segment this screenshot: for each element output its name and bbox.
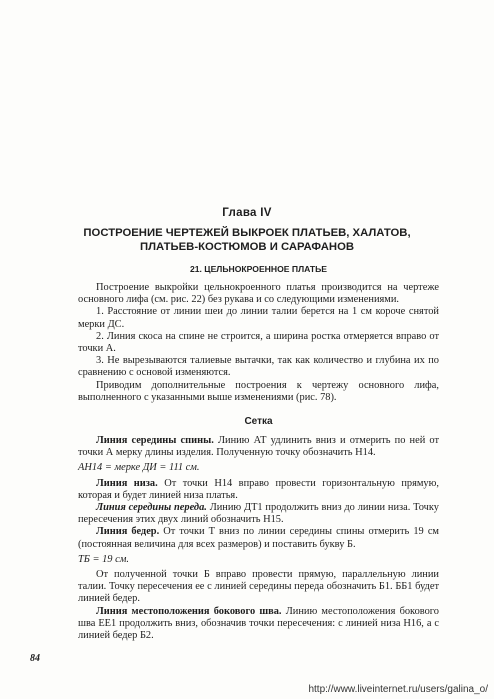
paragraph-text: Линию ДТ1 продолжить вниз до линии низа. Точку пересечения этих двух линий обозначить Н15. <box>78 502 439 526</box>
list-item: 1. Расстояние от линии шеи до линии талии берется на 1 см короче снятой мерки ДС. <box>78 306 439 330</box>
formula: АН14 = мерке ДИ = 111 см. <box>78 462 200 474</box>
paragraph-text: Линию местоположения бокового шва ЕЕ1 продолжить вниз, обозначив точки пересечения: с линией низа Н16, а с линией бедер Б2. <box>78 605 439 642</box>
paragraph-side <box>78 606 439 643</box>
chapter-title <box>80 226 414 254</box>
paragraph-hip <box>78 526 439 550</box>
paragraph-text: От точки Н14 вправо провести горизонтальную прямую, которая и будет линией низа платья. <box>78 477 439 501</box>
term-label: Линия низа. <box>96 477 158 489</box>
page-number: 84 <box>30 653 40 664</box>
section-body <box>78 282 439 404</box>
paragraph-b: От полученной точки Б вправо провести прямую, параллельную линии талии. Точку пересечения ее с линией середины переда обозначить Б1. ББ1 будет линией бедер. <box>78 569 439 605</box>
intro-paragraph: Построение выкройки цельнокроенного платья производится на чертеже основного лифа (см. рис. 22) без рукава и со следующими изменениями. <box>78 282 439 306</box>
title-line-2: ПЛАТЬЕВ-КОСТЮМОВ И САРАФАНОВ <box>139 241 355 253</box>
subheading: Сетка <box>244 416 273 427</box>
list-item: 2. Линия скоса на спине не строится, а ширина ростка отмеряется вправо от точки А. <box>78 330 439 355</box>
paragraph-text: Линию АТ удлинить вниз и отмерить по ней от точки А мерку длины изделия. Полученную точку обозначить Н14. <box>78 435 440 459</box>
grid-body <box>78 435 439 642</box>
paragraph-spine <box>78 435 439 459</box>
intro2-paragraph: Приводим дополнительные построения к чертежу основного лифа, выполненного с указанными выше изменениями (рис. 78). <box>78 379 439 403</box>
term-label: Линия бедер. <box>96 526 160 538</box>
list-item: 3. Не вырезываются талиевые вытачки, так как количество и глубина их по сравнению с основой изменяются. <box>78 355 439 379</box>
title-line-1: ПОСТРОЕНИЕ ЧЕРТЕЖЕЙ ВЫКРОЕК ПЛАТЬЕВ, ХАЛАТОВ, <box>83 227 411 239</box>
formula: ТБ = 19 см. <box>78 553 129 565</box>
term-label: Линия середины переда. <box>96 502 207 514</box>
paragraph-bottom <box>78 478 439 502</box>
paragraph-text: От точки Т вниз по линии середины спины отмерить 19 см (постоянная величина для всех размеров) и поставить букву Б. <box>78 526 440 550</box>
paragraph-front <box>78 502 439 526</box>
term-label: Линия середины спины. <box>96 435 214 446</box>
term-label: Линия местоположения бокового шва. <box>96 605 282 617</box>
chapter-heading: Глава IV <box>222 207 272 219</box>
section-heading: 21. ЦЕЛЬНОКРОЕННОЕ ПЛАТЬЕ <box>189 264 328 274</box>
watermark-url: http://www.liveinternet.ru/users/galina_o/ <box>308 684 488 695</box>
